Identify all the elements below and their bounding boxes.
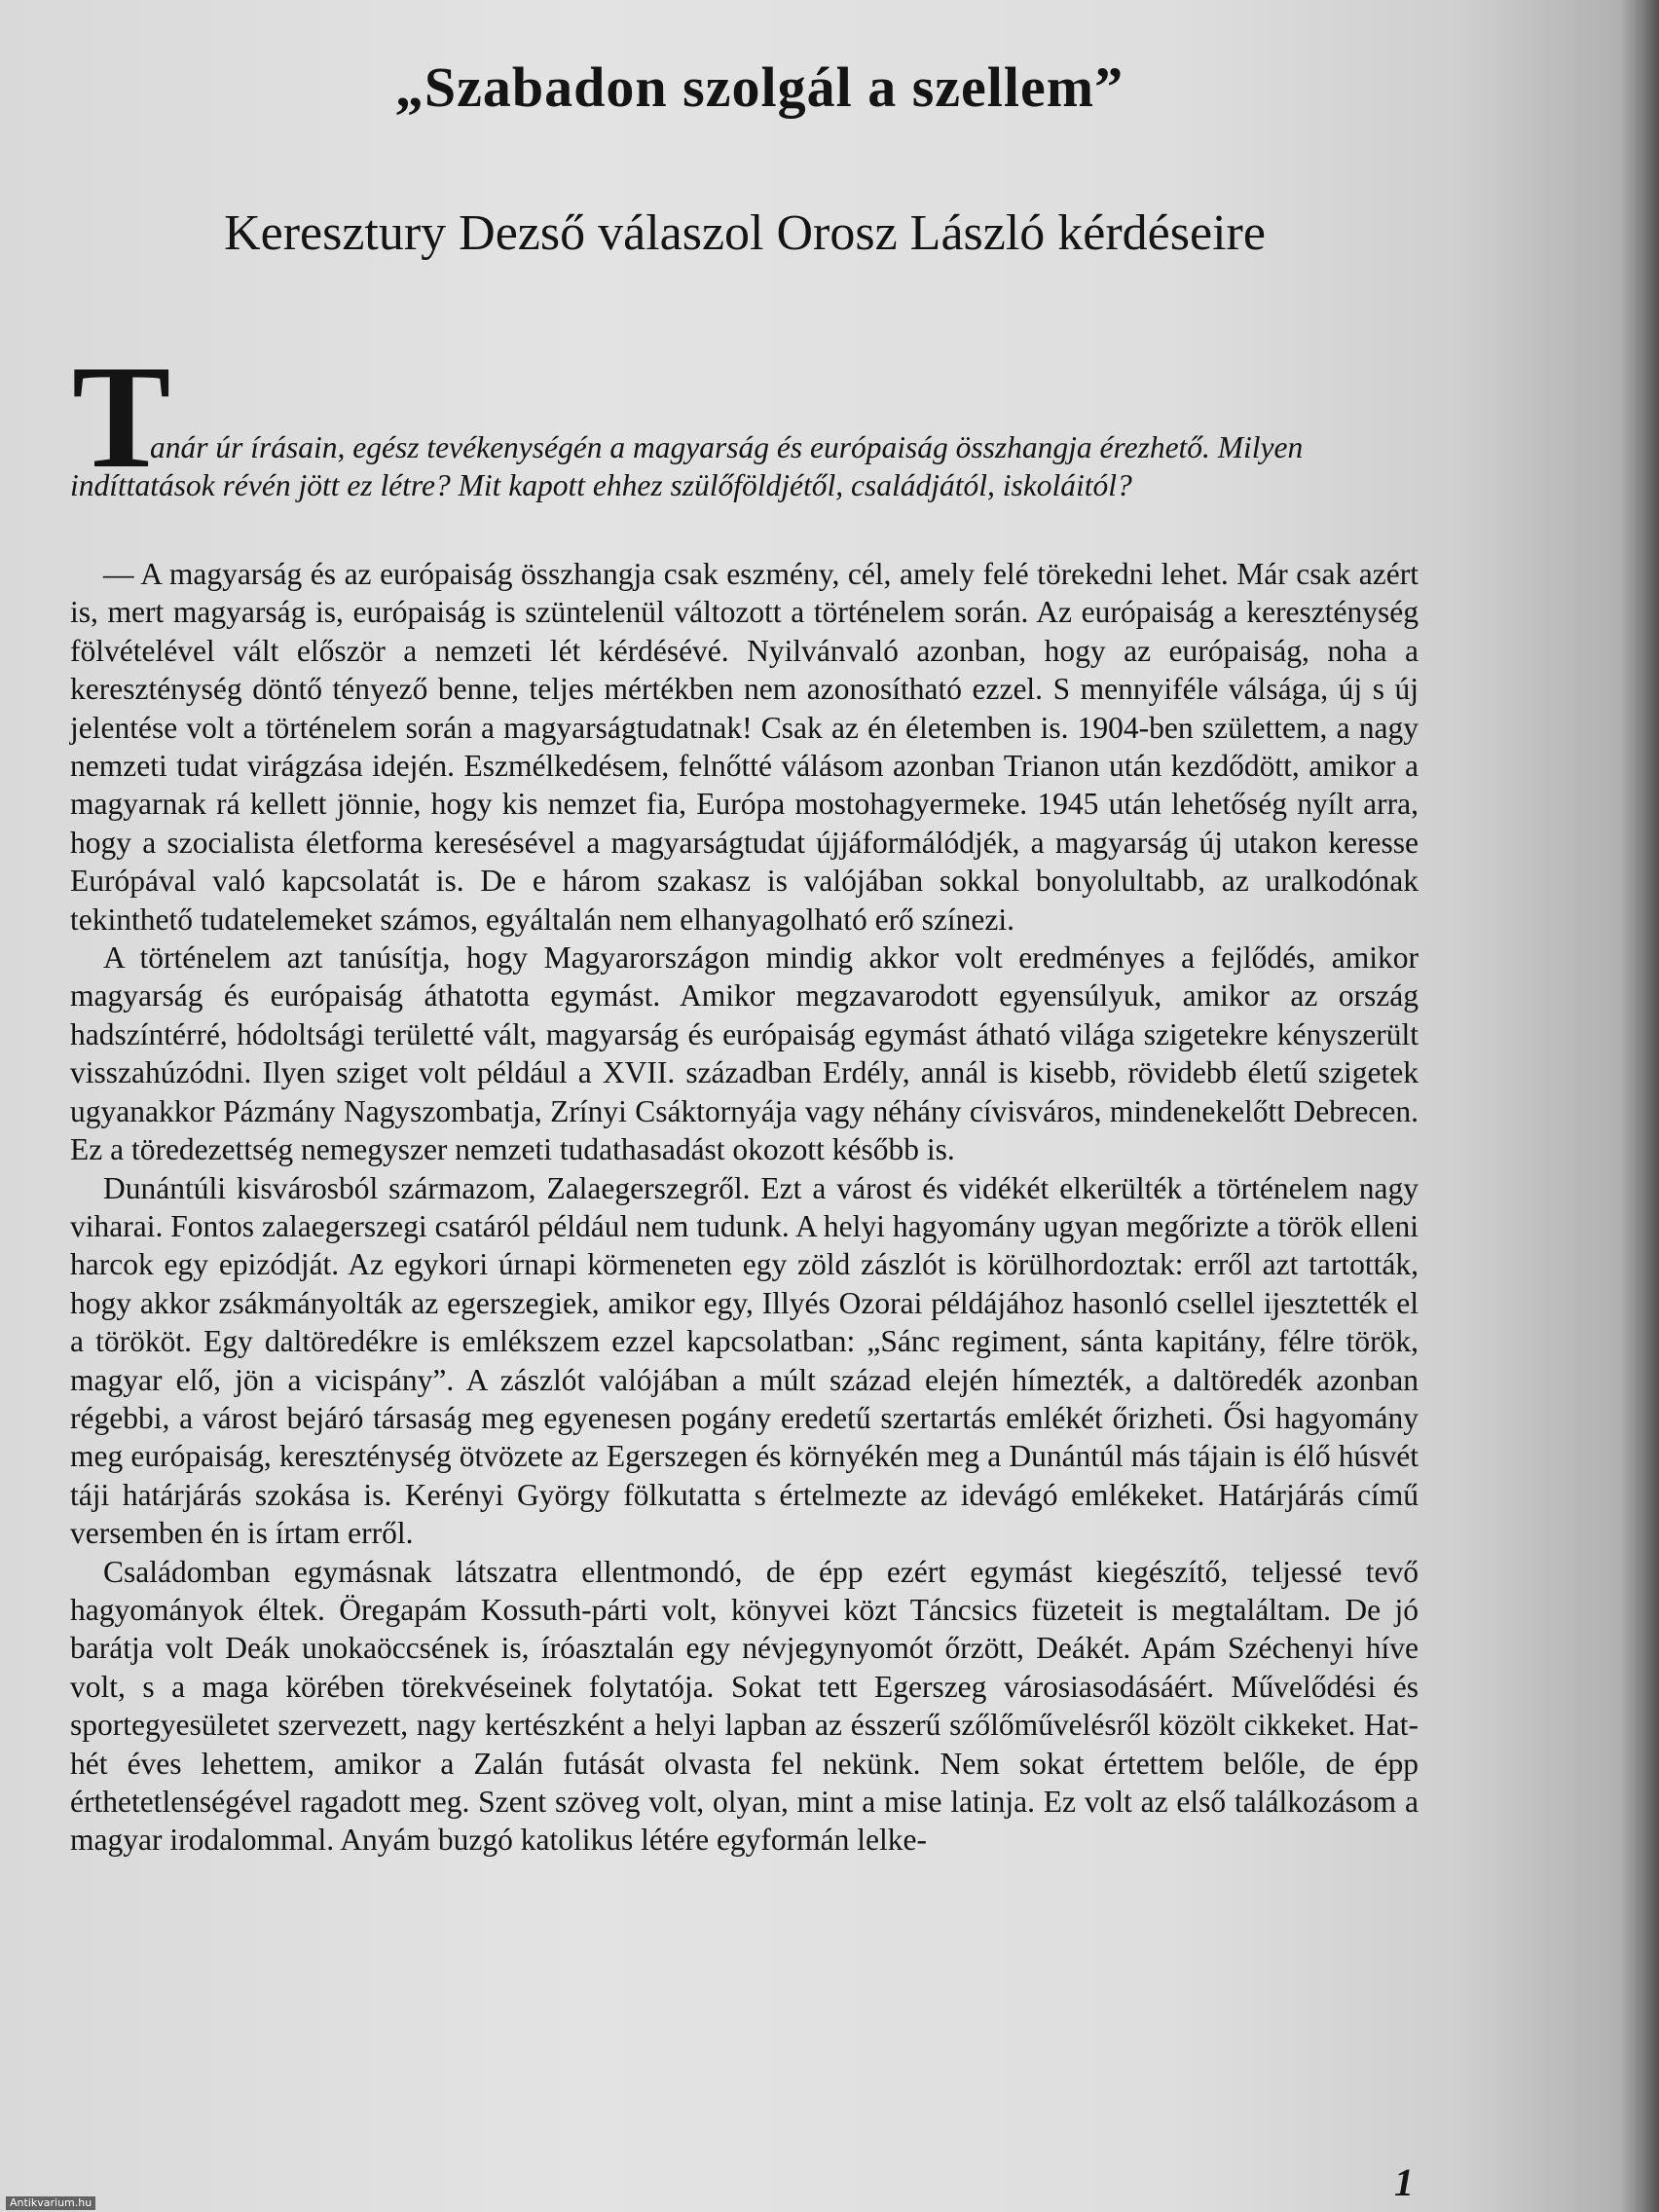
question-text: anár úr írásain, egész tevékenységén a magyarság és európaiság összhangja érezhető. Milyen indíttatások révén jött ez létre? Mit kapott ehhez szülőföldjétől, családjától, iskoláitól? bbox=[70, 430, 1304, 502]
drop-cap: T bbox=[72, 335, 171, 498]
page-number: 1 bbox=[1394, 2160, 1414, 2204]
page-spine-shadow bbox=[1620, 0, 1659, 2212]
interview-question bbox=[70, 428, 1419, 504]
paragraph-4: Családomban egymásnak látszatra ellentmondó, de épp ezért egymást kiegészítő, teljessé tevő hagyományok éltek. Öregapám Kossuth-párti volt, könyvei közt Táncsics füzeteit is megtaláltam. De jó barátja volt Deák unokaöccsének is, íróasztalán egy névjegynyomót őrzött, Deákét. Apám Széchenyi híve volt, s a maga körében törekvéseinek folytatója. Sokat tett Egerszeg városiasodásáért. Művelődési és sportegyesületet szervezett, nagy kertészként a helyi lapban az ésszerű szőlőművelésről közölt cikkeket. Hat-hét éves lehettem, amikor a Zalán futását olvasta fel nekünk. Nem sokat értettem belőle, de épp érthetetlenségével ragadott meg. Szent szöveg volt, olyan, mint a mise latinja. Ez volt az első találkozásom a magyar irodalommal. Anyám buzgó katolikus létére egyformán lelke- bbox=[70, 1554, 1419, 1858]
article-subtitle: Keresztury Dezső válaszol Orosz László kérdéseire bbox=[224, 205, 1266, 261]
paragraph-3: Dunántúli kisvárosból származom, Zalaegerszegről. Ezt a várost és vidékét elkerülték a történelem nagy viharai. Fontos zalaegerszegi csatáról például nem tudunk. A helyi hagyomány ugyan megőrizte a török elleni harcok egy epizódját. Az egykori úrnapi körmeneten egy zöld zászlót is körülhordoztak: erről azt tartották, hogy akkor zsákmányolták az egerszegiek, amikor egy, Illyés Ozorai példájához hasonló csellel ijesztették el a törököt. Egy daltöredékre is emlékszem ezzel kapcsolatban: „Sánc regiment, sánta kapitány, félre török, magyar elő, jön a vicispány”. A zászlót valójában a múlt század elején hímezték, a daltöredék azonban régebbi, a várost bejáró társaság meg egyenesen pogány eredetű szertartás emlékét őrizheti. Ősi hagyomány meg európaiság, kereszténység ötvözete az Egerszegen és környékén meg a Dunántúl más tájain is élő húsvét táji határjárás szokása is. Kerényi György fölkutatta s értelmezte az idevágó emlékeket. Határjárás című versemben én is írtam erről. bbox=[70, 1170, 1419, 1551]
watermark: Antikvarium.hu bbox=[6, 2196, 95, 2210]
article-title: „Szabadon szolgál a szellem” bbox=[394, 55, 1124, 119]
article-body bbox=[70, 555, 1419, 1860]
paragraph-1: — A magyarság és az európaiság összhangja csak eszmény, cél, amely felé törekedni lehet. Már csak azért is, mert magyarság is, európaiság is szüntelenül változott a történelem során. Az európaiság a kereszténység fölvételével vált először a nemzeti lét kérdésévé. Nyilvánvaló azonban, hogy az európaiság, noha a kereszténység döntő tényező benne, teljes mértékben nem azonosítható ezzel. S mennyiféle válsága, új s új jelentése volt a történelem során a magyarságtudatnak! Csak az én életemben is. 1904-ben születtem, a nagy nemzeti tudat virágzása idején. Eszmélkedésem, felnőtté válásom azonban Trianon után kezdődött, amikor a magyarnak rá kellett jönnie, hogy kis nemzet fia, Európa mostohagyermeke. 1945 után lehetőség nyílt arra, hogy a szocialista életforma keresésével a magyarságtudat újjáformálódjék, a magyarság új utakon keresse Európával való kapcsolatát is. De e három szakasz is valójában sokkal bonyolultabb, az uralkodónak tekinthető tudatelemeket számos, egyáltalán nem elhanyagolható erő színezi. bbox=[70, 557, 1419, 937]
paragraph-2: A történelem azt tanúsítja, hogy Magyarországon mindig akkor volt eredményes a fejlődés, amikor magyarság és európaiság áthatotta egymást. Amikor megzavarodott egyensúlyuk, amikor az ország hadszíntérré, hódoltsági területté vált, magyarság és európaiság egymást átható világa szigetekre kényszerült visszahúzódni. Ilyen sziget volt például a XVII. században Erdély, annál is kisebb, rövidebb életű szigetek ugyanakkor Pázmány Nagyszombatja, Zrínyi Csáktornyája vagy néhány cívisváros, mindenekelőtt Debrecen. Ez a töredezettség nemegyszer nemzeti tudathasadást okozott később is. bbox=[70, 940, 1419, 1167]
